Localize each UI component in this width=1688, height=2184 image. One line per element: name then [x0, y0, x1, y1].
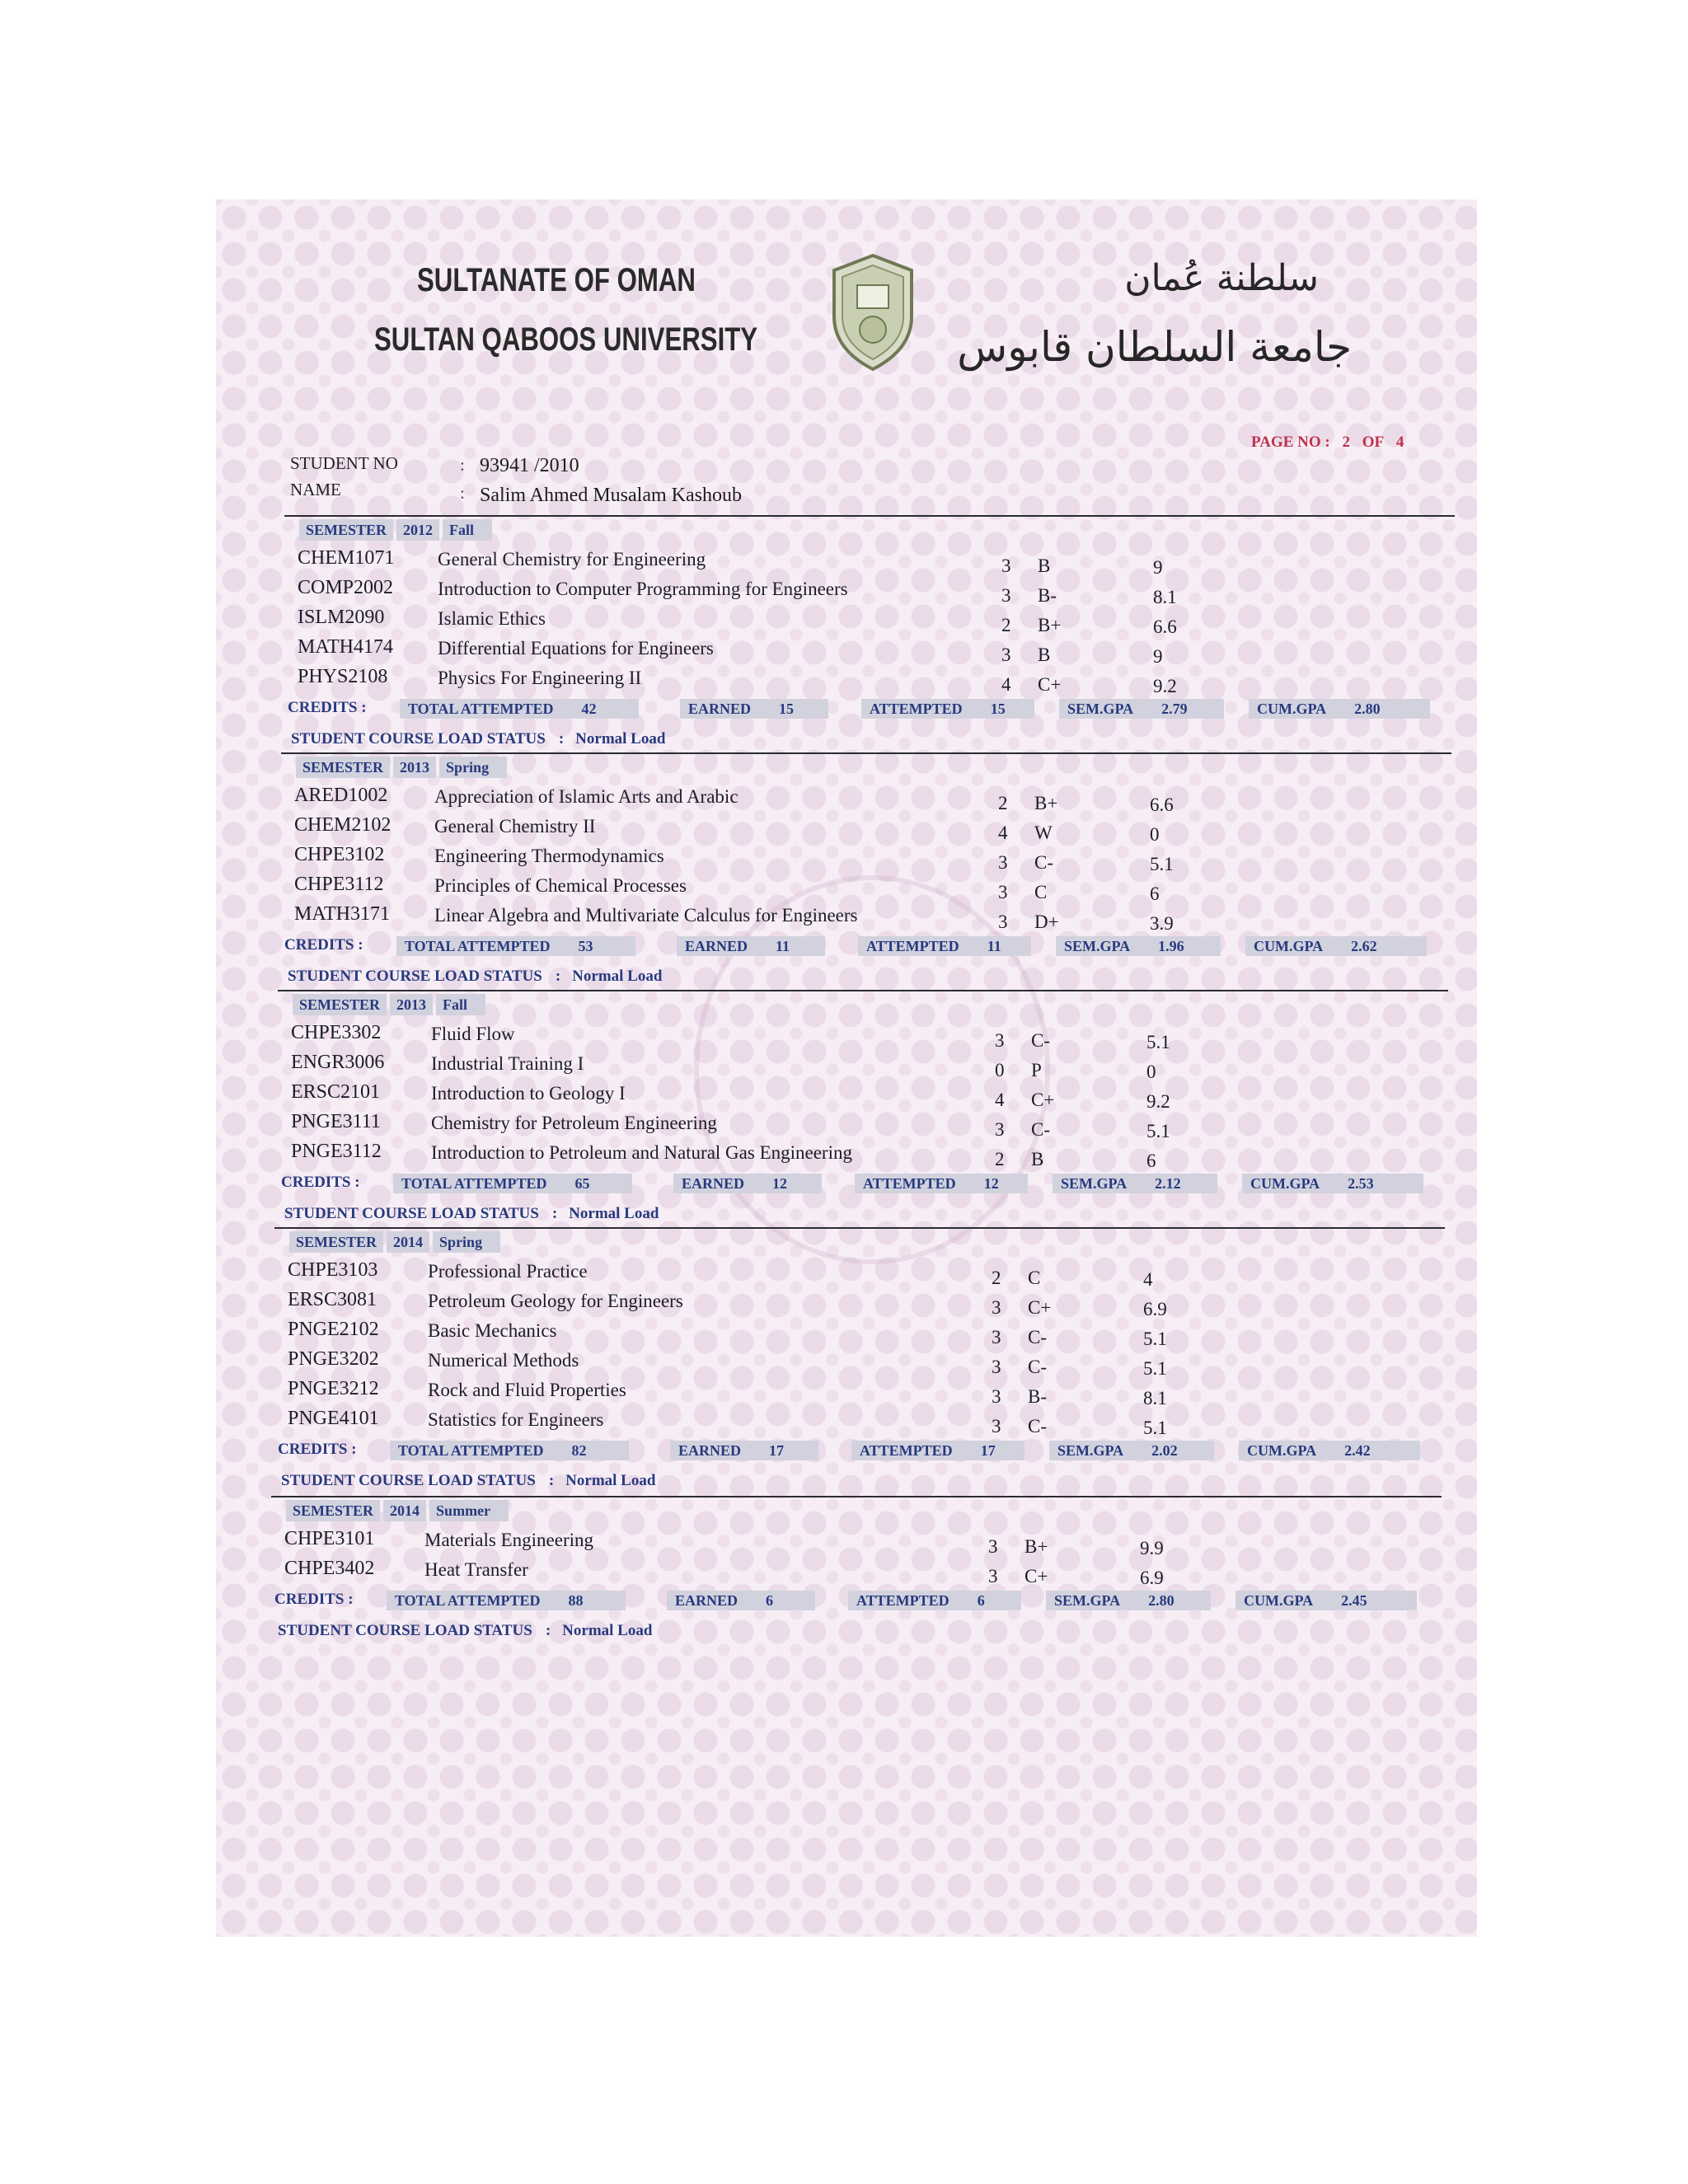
course-row [281, 785, 1451, 813]
course-title: Appreciation of Islamic Arts and Arabic [434, 786, 738, 807]
course-row [274, 1378, 1445, 1406]
sem-gpa-value: 2.02 [1151, 1442, 1178, 1459]
course-title: Rock and Fluid Properties [428, 1380, 626, 1400]
semester-block [284, 519, 1455, 758]
cum-gpa-value: 2.42 [1344, 1442, 1371, 1459]
course-credits: 2 [995, 1149, 1005, 1169]
student-number-label: STUDENT NO [290, 453, 398, 473]
attempted-chip [851, 1441, 1025, 1460]
course-points: 6 [1146, 1151, 1156, 1171]
course-code: ENGR3006 [291, 1052, 385, 1073]
attempted-label: ATTEMPTED [856, 1592, 950, 1609]
credits-summary [281, 936, 1451, 959]
total-attempted-chip [387, 1591, 626, 1610]
sem-gpa-value: 2.12 [1155, 1175, 1181, 1192]
total-attempted-value: 53 [578, 938, 593, 954]
course-title: Basic Mechanics [428, 1320, 557, 1341]
course-code: CHEM2102 [294, 814, 392, 836]
course-credits: 3 [992, 1327, 1001, 1347]
course-credits: 2 [992, 1268, 1001, 1288]
sem-gpa-label: SEM.GPA [1054, 1592, 1121, 1609]
course-points: 4 [1143, 1269, 1153, 1290]
earned-label: EARNED [682, 1175, 745, 1192]
course-code: PNGE3202 [288, 1348, 379, 1370]
semester-term: Spring [433, 1231, 500, 1253]
course-code: ERSC3081 [288, 1289, 377, 1310]
course-credits: 2 [1001, 615, 1011, 635]
course-grade: C+ [1031, 1090, 1055, 1110]
student-number-value: 93941 /2010 [480, 455, 579, 476]
course-credits: 2 [998, 793, 1008, 813]
attempted-value: 17 [980, 1442, 996, 1459]
credits-summary [271, 1591, 1442, 1614]
cum-gpa-value: 2.53 [1348, 1175, 1374, 1192]
total-attempted-chip [396, 936, 635, 956]
load-status-label: STUDENT COURSE LOAD STATUS [284, 1205, 539, 1222]
course-code: ARED1002 [294, 785, 388, 806]
earned-value: 6 [766, 1592, 774, 1609]
course-grade: B [1038, 555, 1051, 576]
course-credits: 3 [995, 1119, 1005, 1140]
load-status-colon: : [558, 730, 565, 748]
course-code: PNGE2102 [288, 1319, 379, 1340]
course-row [271, 1528, 1442, 1556]
course-grade: C- [1028, 1357, 1047, 1377]
attempted-chip [861, 699, 1034, 719]
attempted-chip [855, 1174, 1028, 1193]
sem-gpa-chip [1046, 1591, 1211, 1610]
course-grade: B [1038, 644, 1051, 665]
course-points: 6.9 [1140, 1568, 1164, 1588]
page-number-indicator [1251, 434, 1412, 452]
earned-label: EARNED [688, 701, 752, 717]
semester-header [286, 1500, 512, 1521]
cum-gpa-label: CUM.GPA [1244, 1592, 1314, 1609]
course-title: Materials Engineering [424, 1530, 594, 1550]
course-row [271, 1558, 1442, 1586]
total-attempted-chip [390, 1441, 629, 1460]
course-credits: 3 [1001, 555, 1011, 576]
credits-summary [278, 1174, 1448, 1197]
course-row [281, 903, 1451, 934]
sem-gpa-chip [1059, 699, 1224, 719]
course-grade: C [1034, 882, 1048, 902]
course-credits: 3 [995, 1030, 1005, 1051]
semester-label: SEMESTER [286, 1500, 380, 1521]
page-label: PAGE NO : [1251, 434, 1330, 451]
total-attempted-label: TOTAL ATTEMPTED [401, 1175, 547, 1192]
load-status-row [278, 1622, 652, 1640]
course-points: 5.1 [1143, 1358, 1167, 1379]
course-points: 0 [1146, 1062, 1156, 1082]
course-points: 9 [1153, 557, 1163, 578]
credits-label: CREDITS : [274, 1591, 354, 1608]
university-title-ar: جامعة السلطان قابوس [957, 323, 1352, 371]
student-name-colon: : [460, 483, 465, 503]
sem-gpa-label: SEM.GPA [1064, 938, 1131, 954]
load-status-label: STUDENT COURSE LOAD STATUS [288, 968, 542, 985]
course-row [274, 1408, 1445, 1436]
course-points: 5.1 [1150, 854, 1174, 874]
course-title: Numerical Methods [428, 1350, 579, 1371]
load-status-value: Normal Load [565, 1472, 656, 1489]
semester-block [281, 757, 1451, 996]
course-grade: C- [1028, 1416, 1047, 1436]
course-grade: B [1031, 1149, 1044, 1169]
cum-gpa-value: 2.62 [1351, 938, 1377, 954]
load-status-value: Normal Load [575, 730, 666, 748]
course-points: 9.9 [1140, 1538, 1164, 1558]
attempted-value: 12 [983, 1175, 999, 1192]
course-row [281, 814, 1451, 845]
load-status-label: STUDENT COURSE LOAD STATUS [281, 1472, 536, 1489]
semester-divider [281, 752, 1451, 754]
earned-value: 15 [779, 701, 795, 717]
course-code: MATH3171 [294, 903, 391, 925]
cum-gpa-chip [1239, 1441, 1420, 1460]
course-row [284, 577, 1455, 605]
credits-label: CREDITS : [278, 1441, 357, 1458]
course-code: PNGE3111 [291, 1111, 381, 1132]
student-name-label: NAME [290, 480, 341, 499]
country-title-en: SULTANATE OF OMAN [417, 262, 696, 298]
course-points: 5.1 [1143, 1418, 1167, 1438]
load-status-row [281, 1472, 655, 1490]
course-grade: C- [1034, 852, 1053, 873]
semester-divider [274, 1227, 1445, 1229]
course-title: Introduction to Geology I [431, 1083, 626, 1104]
course-credits: 3 [992, 1357, 1001, 1377]
attempted-label: ATTEMPTED [863, 1175, 956, 1192]
course-credits: 3 [998, 912, 1008, 932]
course-row [284, 607, 1455, 635]
course-points: 3.9 [1150, 913, 1174, 934]
course-grade: B- [1038, 585, 1057, 606]
course-row [278, 1081, 1448, 1112]
course-grade: C- [1028, 1327, 1047, 1347]
course-row [278, 1111, 1448, 1139]
university-crest-icon [823, 252, 923, 373]
cum-gpa-label: CUM.GPA [1257, 701, 1327, 717]
attempted-value: 15 [990, 701, 1006, 717]
country-title-ar: سلطنة عُمان [1124, 257, 1319, 299]
course-points: 5.1 [1143, 1329, 1167, 1349]
semester-header [296, 757, 510, 778]
course-title: Chemistry for Petroleum Engineering [431, 1113, 717, 1133]
course-row [281, 844, 1451, 872]
course-title: Linear Algebra and Multivariate Calculus for Engineers [434, 905, 858, 926]
total-attempted-value: 65 [574, 1175, 590, 1192]
sem-gpa-label: SEM.GPA [1057, 1442, 1124, 1459]
earned-chip [670, 1441, 818, 1460]
course-points: 6 [1150, 883, 1160, 904]
semester-year: 2013 [390, 994, 433, 1015]
course-title: Industrial Training I [431, 1053, 584, 1074]
course-row [284, 666, 1455, 694]
course-code: MATH4174 [298, 636, 394, 658]
course-code: CHEM1071 [298, 547, 395, 569]
course-credits: 0 [995, 1060, 1005, 1080]
earned-value: 12 [772, 1175, 788, 1192]
course-row [274, 1319, 1445, 1347]
attempted-label: ATTEMPTED [860, 1442, 953, 1459]
course-row [274, 1259, 1445, 1290]
cum-gpa-label: CUM.GPA [1250, 1175, 1320, 1192]
semester-year: 2014 [383, 1500, 426, 1521]
semester-header [293, 994, 489, 1015]
total-attempted-value: 82 [571, 1442, 587, 1459]
course-credits: 3 [1001, 585, 1011, 606]
course-row [274, 1289, 1445, 1317]
course-credits: 3 [992, 1416, 1001, 1436]
course-points: 9.2 [1146, 1091, 1170, 1112]
student-name-value: Salim Ahmed Musalam Kashoub [480, 485, 742, 506]
total-attempted-label: TOTAL ATTEMPTED [408, 701, 554, 717]
total-attempted-chip [393, 1174, 632, 1193]
course-points: 5.1 [1146, 1121, 1170, 1141]
cum-gpa-chip [1249, 699, 1430, 719]
attempted-label: ATTEMPTED [870, 701, 963, 717]
course-grade: C- [1031, 1119, 1050, 1140]
load-status-colon: : [545, 1622, 551, 1639]
course-code: PNGE4101 [288, 1408, 379, 1429]
course-grade: B+ [1025, 1536, 1048, 1557]
course-title: Heat Transfer [424, 1559, 528, 1580]
earned-chip [667, 1591, 815, 1610]
course-code: CHPE3101 [284, 1528, 375, 1549]
course-title: Introduction to Computer Programming for Engineers [438, 579, 848, 599]
load-status-row [291, 730, 665, 748]
course-title: Principles of Chemical Processes [434, 875, 687, 896]
course-credits: 3 [992, 1386, 1001, 1407]
total-attempted-chip [400, 699, 639, 719]
semester-block [278, 994, 1448, 1233]
course-title: General Chemistry for Engineering [438, 549, 706, 569]
course-title: Statistics for Engineers [428, 1409, 604, 1430]
load-status-label: STUDENT COURSE LOAD STATUS [278, 1622, 532, 1639]
cum-gpa-label: CUM.GPA [1247, 1442, 1317, 1459]
course-points: 9 [1153, 646, 1163, 667]
course-points: 0 [1150, 824, 1160, 845]
semester-year: 2012 [396, 519, 439, 541]
semester-term: Spring [439, 757, 507, 778]
semester-header [289, 1231, 504, 1253]
course-grade: D+ [1034, 912, 1059, 932]
course-points: 6.9 [1143, 1299, 1167, 1319]
semester-term: Fall [436, 994, 485, 1015]
course-credits: 4 [995, 1090, 1005, 1110]
course-credits: 3 [1001, 644, 1011, 665]
total-attempted-label: TOTAL ATTEMPTED [395, 1592, 541, 1609]
total-attempted-label: TOTAL ATTEMPTED [405, 938, 551, 954]
course-title: Fluid Flow [431, 1024, 515, 1044]
cum-gpa-chip [1236, 1591, 1417, 1610]
attempted-value: 11 [987, 938, 1001, 954]
sem-gpa-label: SEM.GPA [1067, 701, 1134, 717]
sem-gpa-value: 2.79 [1161, 701, 1188, 717]
course-code: CHPE3102 [294, 844, 385, 865]
course-credits: 3 [988, 1536, 998, 1557]
earned-chip [677, 936, 825, 956]
course-code: PNGE3112 [291, 1141, 382, 1162]
course-points: 8.1 [1153, 587, 1177, 607]
sem-gpa-value: 2.80 [1148, 1592, 1175, 1609]
course-title: Professional Practice [428, 1261, 588, 1282]
earned-label: EARNED [685, 938, 748, 954]
course-title: General Chemistry II [434, 816, 596, 837]
course-title: Petroleum Geology for Engineers [428, 1291, 683, 1311]
course-grade: C- [1031, 1030, 1050, 1051]
course-row [284, 547, 1455, 578]
attempted-chip [848, 1591, 1021, 1610]
course-code: ISLM2090 [298, 607, 385, 628]
load-status-value: Normal Load [569, 1205, 659, 1222]
earned-chip [680, 699, 828, 719]
semester-divider [271, 1496, 1442, 1497]
semester-header [299, 519, 495, 541]
page-current: 2 [1342, 434, 1350, 451]
total-attempted-value: 88 [568, 1592, 584, 1609]
student-number-colon: : [460, 455, 465, 475]
course-credits: 3 [988, 1566, 998, 1586]
cum-gpa-value: 2.45 [1341, 1592, 1367, 1609]
course-code: PNGE3212 [288, 1378, 379, 1399]
course-row [278, 1052, 1448, 1080]
attempted-label: ATTEMPTED [866, 938, 959, 954]
course-row [278, 1141, 1448, 1169]
semester-divider [278, 990, 1448, 991]
course-grade: W [1034, 823, 1053, 843]
attempted-chip [858, 936, 1031, 956]
load-status-colon: : [555, 968, 561, 985]
course-grade: B+ [1034, 793, 1058, 813]
course-title: Differential Equations for Engineers [438, 638, 714, 658]
sem-gpa-chip [1056, 936, 1221, 956]
course-grade: B- [1028, 1386, 1047, 1407]
course-grade: C+ [1038, 674, 1062, 695]
course-points: 8.1 [1143, 1388, 1167, 1408]
cum-gpa-value: 2.80 [1354, 701, 1381, 717]
semester-term: Summer [429, 1500, 509, 1521]
credits-label: CREDITS : [288, 699, 367, 716]
course-title: Introduction to Petroleum and Natural Gas Engineering [431, 1142, 852, 1163]
course-row [274, 1348, 1445, 1379]
course-credits: 4 [1001, 674, 1011, 695]
attempted-value: 6 [977, 1592, 985, 1609]
semester-label: SEMESTER [299, 519, 393, 541]
course-code: ERSC2101 [291, 1081, 381, 1103]
semester-label: SEMESTER [293, 994, 387, 1015]
total-attempted-label: TOTAL ATTEMPTED [398, 1442, 544, 1459]
sem-gpa-value: 1.96 [1158, 938, 1184, 954]
earned-chip [673, 1174, 822, 1193]
course-points: 5.1 [1146, 1032, 1170, 1052]
course-code: CHPE3302 [291, 1022, 382, 1043]
sem-gpa-label: SEM.GPA [1061, 1175, 1128, 1192]
course-row [281, 874, 1451, 902]
earned-value: 11 [776, 938, 790, 954]
course-row [278, 1022, 1448, 1050]
semester-year: 2014 [387, 1231, 429, 1253]
load-status-value: Normal Load [572, 968, 663, 985]
cum-gpa-chip [1245, 936, 1427, 956]
course-points: 6.6 [1153, 616, 1177, 637]
course-grade: C+ [1028, 1297, 1052, 1318]
course-grade: C+ [1025, 1566, 1048, 1586]
load-status-colon: : [551, 1205, 558, 1222]
load-status-label: STUDENT COURSE LOAD STATUS [291, 730, 546, 748]
semester-label: SEMESTER [289, 1231, 383, 1253]
course-code: PHYS2108 [298, 666, 388, 687]
course-code: COMP2002 [298, 577, 394, 598]
semester-year: 2013 [393, 757, 436, 778]
sem-gpa-chip [1053, 1174, 1217, 1193]
course-credits: 3 [998, 852, 1008, 873]
course-credits: 3 [998, 882, 1008, 902]
load-status-row [288, 968, 662, 986]
cum-gpa-chip [1242, 1174, 1423, 1193]
course-grade: C [1028, 1268, 1041, 1288]
course-title: Physics For Engineering II [438, 668, 642, 688]
credits-label: CREDITS : [281, 1174, 360, 1191]
load-status-row [284, 1205, 659, 1223]
earned-value: 17 [769, 1442, 785, 1459]
semester-block [271, 1500, 1442, 1739]
credits-summary [284, 699, 1455, 722]
course-points: 6.6 [1150, 794, 1174, 815]
credits-summary [274, 1441, 1445, 1464]
course-grade: B+ [1038, 615, 1062, 635]
earned-label: EARNED [675, 1592, 738, 1609]
page-of-label: OF [1362, 434, 1385, 451]
course-row [284, 636, 1455, 667]
course-title: Islamic Ethics [438, 608, 546, 629]
semester-block [274, 1231, 1445, 1489]
total-attempted-value: 42 [581, 701, 597, 717]
course-code: CHPE3103 [288, 1259, 378, 1281]
course-grade: P [1031, 1060, 1042, 1080]
sem-gpa-chip [1049, 1441, 1214, 1460]
load-status-colon: : [548, 1472, 555, 1489]
earned-label: EARNED [678, 1442, 742, 1459]
course-credits: 4 [998, 823, 1008, 843]
semester-label: SEMESTER [296, 757, 390, 778]
page-total: 4 [1395, 434, 1404, 451]
cum-gpa-label: CUM.GPA [1254, 938, 1324, 954]
course-title: Engineering Thermodynamics [434, 846, 664, 866]
course-credits: 3 [992, 1297, 1001, 1318]
course-points: 9.2 [1153, 676, 1177, 696]
university-title-en: SULTAN QABOOS UNIVERSITY [374, 321, 758, 358]
course-code: CHPE3112 [294, 874, 384, 895]
semester-divider [284, 515, 1455, 517]
credits-label: CREDITS : [284, 936, 363, 954]
course-code: CHPE3402 [284, 1558, 375, 1579]
semester-term: Fall [443, 519, 492, 541]
load-status-value: Normal Load [562, 1622, 653, 1639]
